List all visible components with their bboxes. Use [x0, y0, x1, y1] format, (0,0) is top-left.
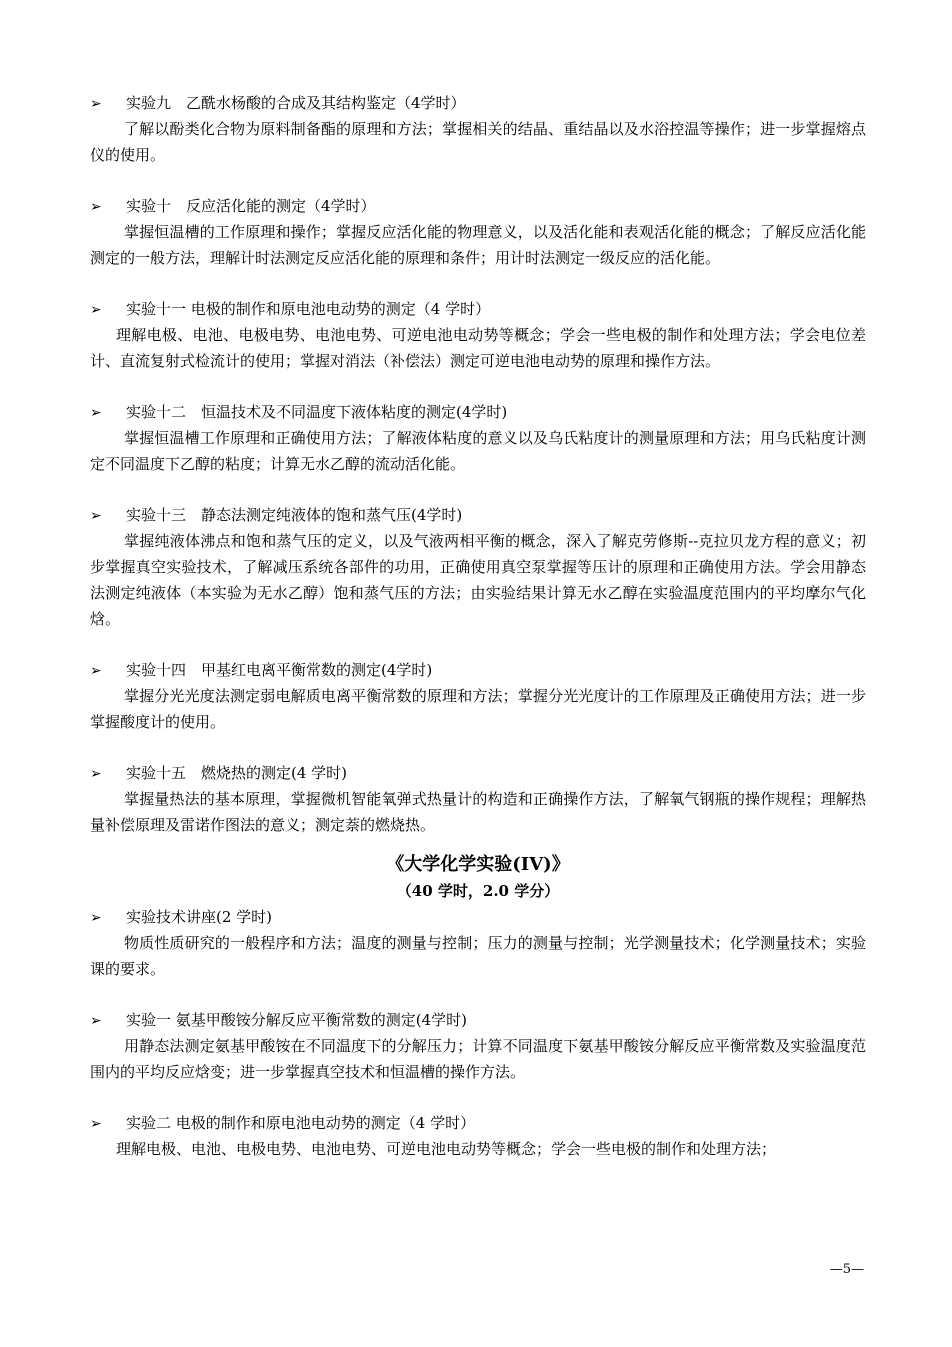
experiment-description: 用静态法测定氨基甲酸铵在不同温度下的分解压力；计算不同温度下氨基甲酸铵分解反应平衡常数及实验温度范围内的平均反应焓变；进一步掌握真空技术和恒温槽的操作方法。 — [90, 1037, 866, 1081]
bullet-icon: ➢ — [90, 1013, 102, 1029]
technique-lecture — [90, 904, 866, 982]
bullet-icon: ➢ — [90, 766, 102, 782]
experiment-15 — [90, 760, 866, 838]
experiment-description: 理解电极、电池、电极电势、电池电势、可逆电池电动势等概念；学会一些电极的制作和处理方法；学会电位差计、直流复射式检流计的使用；掌握对消法（补偿法）测定可逆电池电动势的原理和操作方法。 — [90, 326, 866, 370]
experiment-title: 实验十三 静态法测定纯液体的饱和蒸气压(4学时) — [126, 506, 463, 524]
experiment-description: 掌握量热法的基本原理，掌握微机智能氧弹式热量计的构造和正确操作方法，了解氧气钢瓶的操作规程；理解热量补偿原理及雷诺作图法的意义；测定萘的燃烧热。 — [90, 790, 866, 834]
experiment-title: 实验十四 甲基红电离平衡常数的测定(4学时) — [126, 661, 433, 679]
experiment-title: 实验十一 电极的制作和原电池电动势的测定（4 学时） — [126, 300, 491, 318]
experiment-title: 实验九 乙酰水杨酸的合成及其结构鉴定（4学时） — [126, 94, 466, 112]
experiment-description: 掌握纯液体沸点和饱和蒸气压的定义，以及气液两相平衡的概念，深入了解克劳修斯--克拉贝龙方程的意义；初步掌握真空实验技术，了解减压系统各部件的功用，正确使用真空泵掌握等压计的原理和正确使用方法。学会用静态法测定纯液体（本实验为无水乙醇）饱和蒸气压的方法；由实验结果计算无水乙醇在实验温度范围内的平均摩尔气化焓。 — [90, 532, 866, 628]
experiment-description: 掌握恒温槽的工作原理和操作；掌握反应活化能的物理意义，以及活化能和表观活化能的概念；了解反应活化能测定的一般方法，理解计时法测定反应活化能的原理和条件；用计时法测定一级反应的活化能。 — [90, 223, 866, 267]
experiment-1 — [90, 1007, 866, 1085]
bullet-icon: ➢ — [90, 1116, 102, 1132]
experiment-description: 物质性质研究的一般程序和方法；温度的测量与控制；压力的测量与控制；光学测量技术；化学测量技术；实验课的要求。 — [90, 934, 866, 978]
bullet-icon: ➢ — [90, 96, 102, 112]
experiment-9 — [90, 90, 866, 168]
page-number: —5— — [829, 1262, 864, 1277]
experiment-11 — [90, 296, 866, 374]
experiment-title: 实验二 电极的制作和原电池电动势的测定（4 学时） — [126, 1114, 476, 1132]
experiment-description: 理解电极、电池、电极电势、电池电势、可逆电池电动势等概念；学会一些电极的制作和处理方法； — [116, 1140, 777, 1158]
experiment-title: 实验十二 恒温技术及不同温度下液体粘度的测定(4学时) — [126, 403, 508, 421]
experiment-14 — [90, 657, 866, 735]
bullet-icon: ➢ — [90, 199, 102, 215]
experiment-description: 掌握恒温槽工作原理和正确使用方法；了解液体粘度的意义以及乌氏粘度计的测量原理和方法；用乌氏粘度计测定不同温度下乙醇的粘度；计算无水乙醇的流动活化能。 — [90, 429, 866, 473]
experiment-13 — [90, 502, 866, 632]
experiment-title: 实验十五 燃烧热的测定(4 学时) — [126, 764, 348, 782]
section-title: 《大学化学实验(IV)》 — [386, 854, 570, 875]
page-content — [90, 90, 866, 1187]
bullet-icon: ➢ — [90, 302, 102, 318]
experiment-2 — [90, 1110, 866, 1162]
experiment-description: 掌握分光光度法测定弱电解质电离平衡常数的原理和方法；掌握分光光度计的工作原理及正确使用方法；进一步掌握酸度计的使用。 — [90, 687, 866, 731]
bullet-icon: ➢ — [90, 910, 102, 926]
bullet-icon: ➢ — [90, 663, 102, 679]
bullet-icon: ➢ — [90, 405, 102, 421]
experiment-12 — [90, 399, 866, 477]
bullet-icon: ➢ — [90, 508, 102, 524]
experiment-10 — [90, 193, 866, 271]
experiment-title: 实验一 氨基甲酸铵分解反应平衡常数的测定(4学时) — [126, 1011, 468, 1029]
experiment-title: 实验技术讲座(2 学时) — [126, 908, 273, 926]
experiment-description: 了解以酚类化合物为原料制备酯的原理和方法；掌握相关的结晶、重结晶以及水浴控温等操作；进一步掌握熔点仪的使用。 — [90, 120, 866, 164]
experiment-title: 实验十 反应活化能的测定（4学时） — [126, 197, 376, 215]
section-subtitle: （40 学时，2.0 学分） — [396, 882, 560, 900]
